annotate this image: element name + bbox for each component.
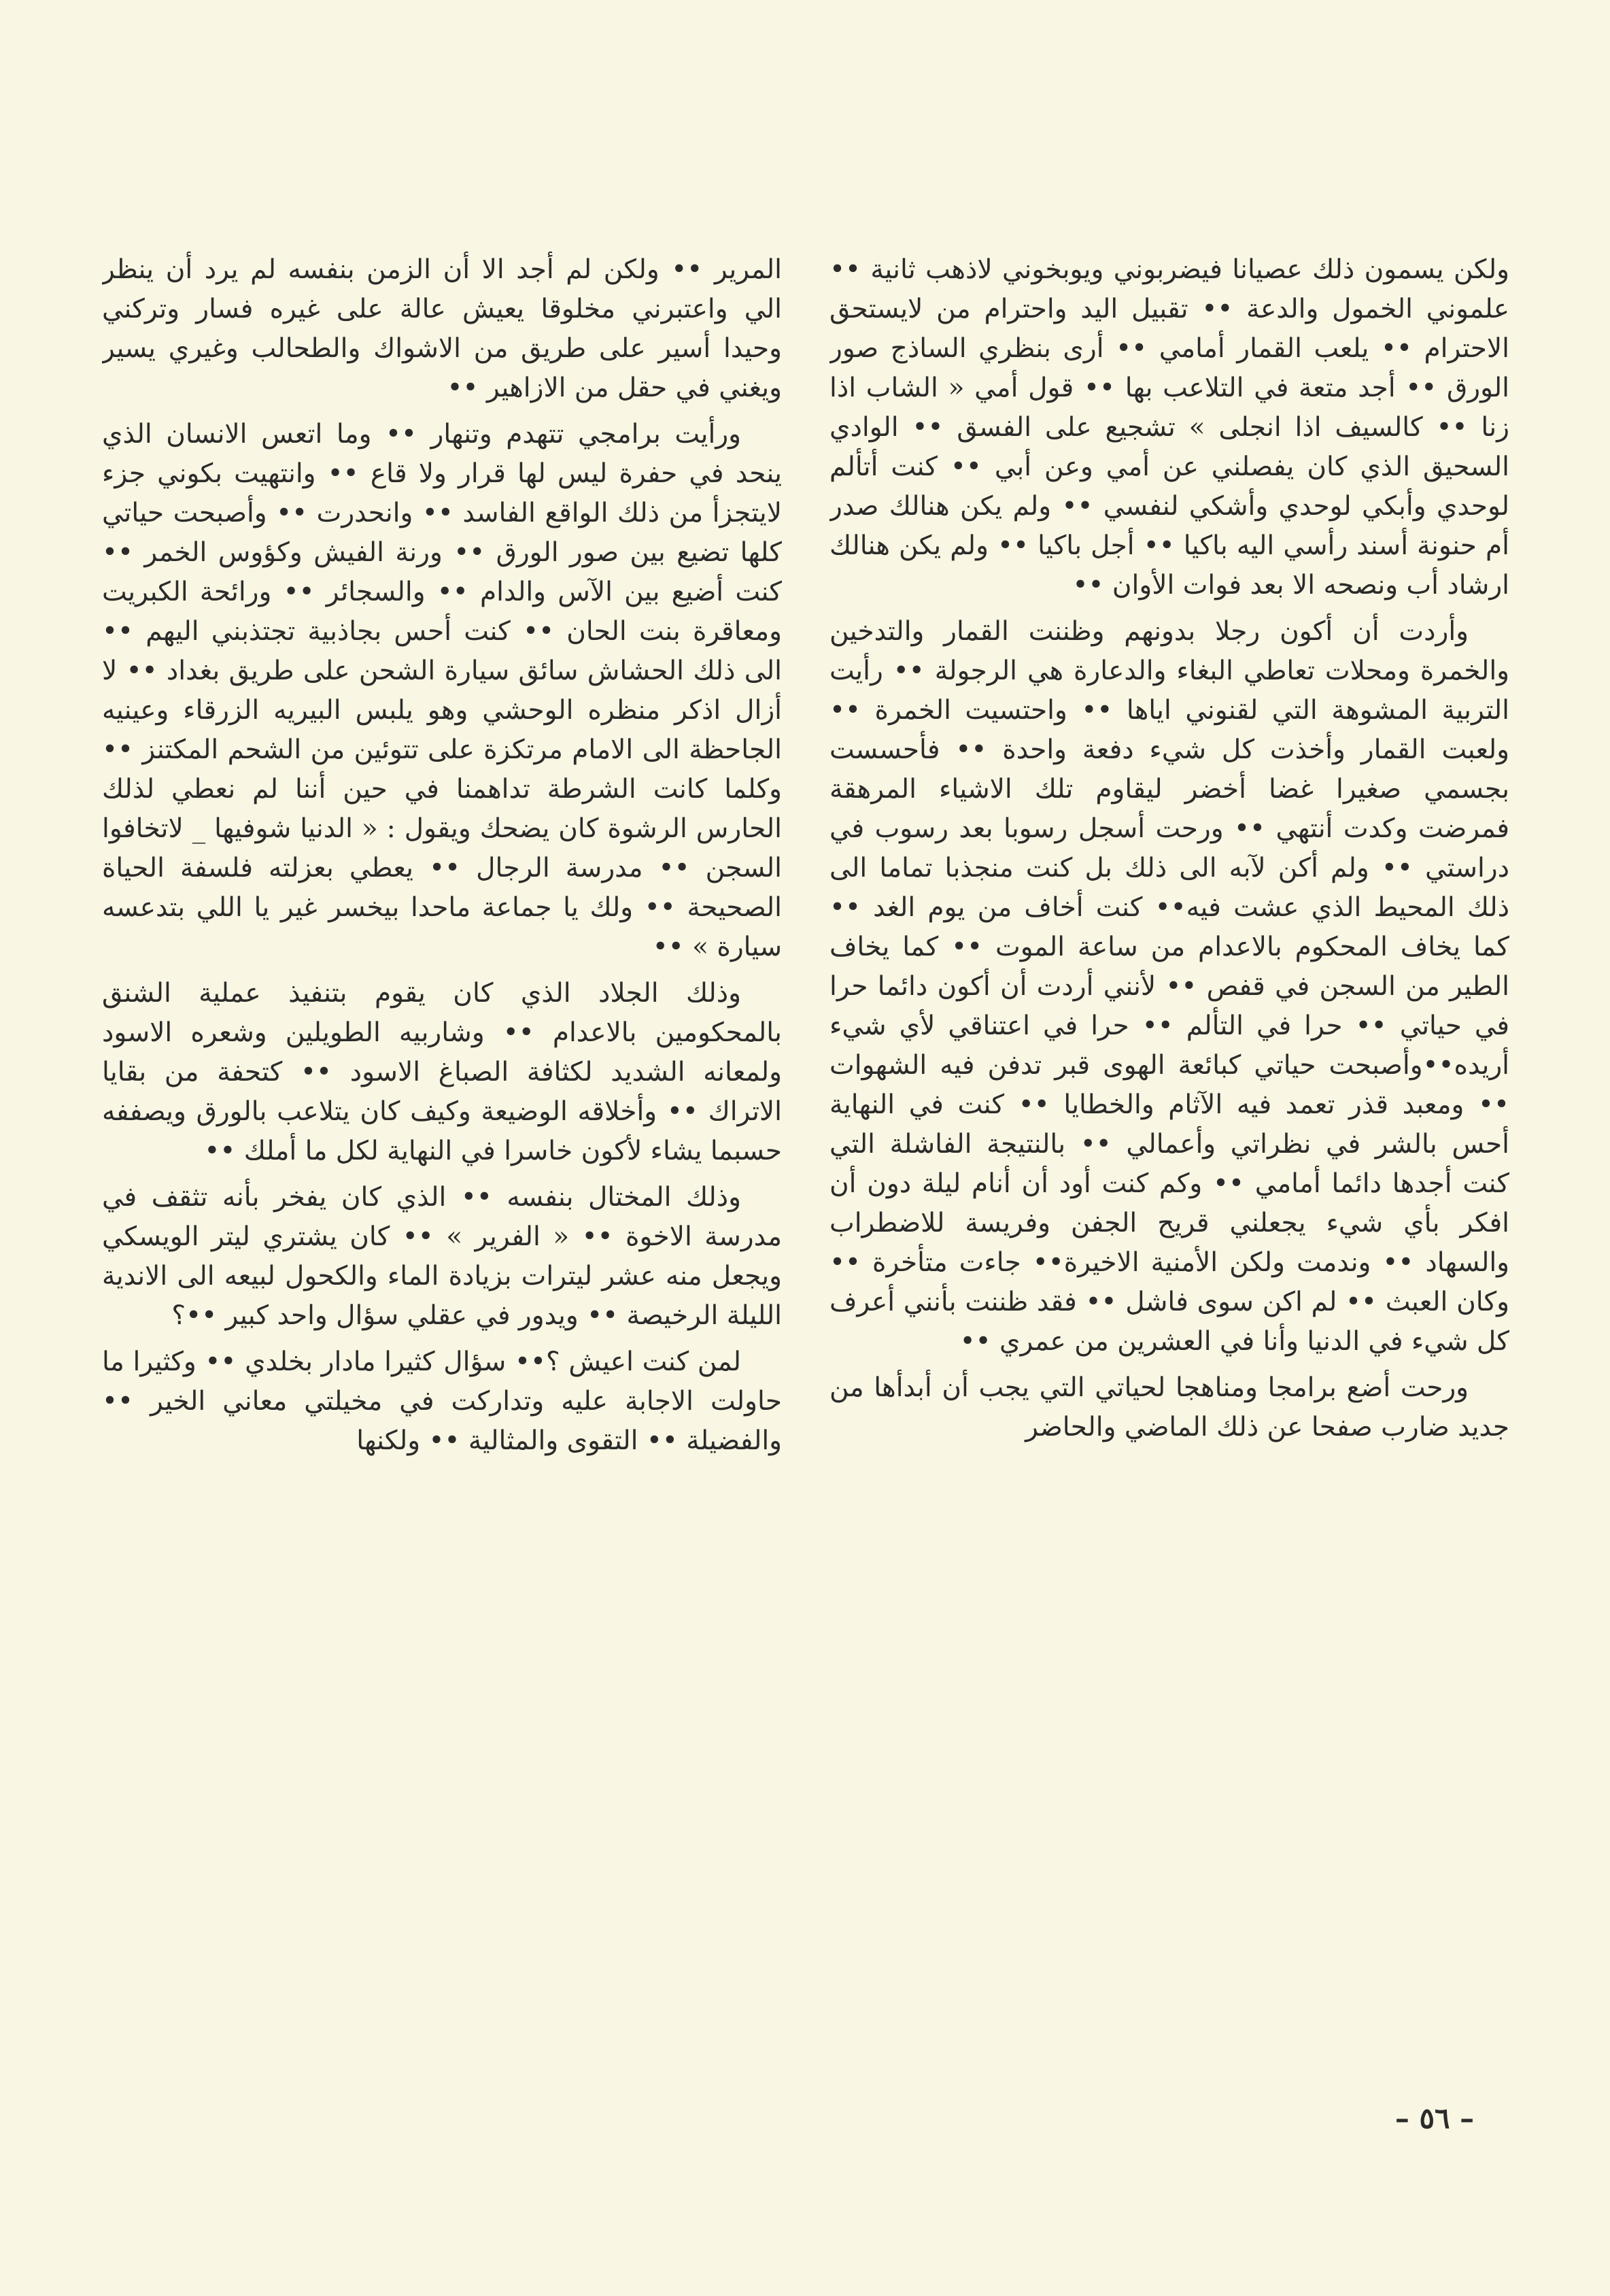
paragraph: ورأيت برامجي تتهدم وتنهار •• وما اتعس الانسان الذي ينحد في حفرة ليس لها قرار ولا قاع •• وانتهيت بكوني جزء لايتجزأ من ذلك الواقع الفاسد •• وانحدرت •• وأصبحت حياتي كلها تضيع بين صور الورق •• ورنة الفيش وكؤوس الخمر •• كنت أضيع بين الآس والدام •• والسجائر •• ورائحة الكبريت ومعاقرة بنت الحان •• كنت أحس بجاذبية تجتذبني اليهم •• الى ذلك الحشاش سائق سيارة الشحن على طريق بغداد •• لا أزال اذكر منظره الوحشي وهو يلبس البيريه الزرقاء وعينيه الجاحظة الى الامام مرتكزة على تتوئين من الشحم المكتنز •• وكلما كانت الشرطة تداهمنا في حين أننا لم نعطي لذلك الحارس الرشوة كان يضحك ويقول : « الدنيا شوفيها _ لاتخافوا السجن •• مدرسة الرجال •• يعطي بعزلته فلسفة الحياة الصحيحة •• ولك يا جماعة ماحدا بيخسر غير يا اللي بتدعسه سيارة » •• (102, 419, 782, 962)
paragraph: وأردت أن أكون رجلا بدونهم وظننت القمار والتدخين والخمرة ومحلات تعاطي البغاء والدعارة هي الرجولة •• رأيت التربية المشوهة التي لقنوني اياها •• واحتسيت الخمرة •• ولعبت القمار وأخذت كل شيء دفعة واحدة •• فأحسست بجسمي صغيرا غضا أخضر ليقاوم تلك الاشياء المرهقة فمرضت وكدت أنتهي •• ورحت أسجل رسوبا بعد رسوب في دراستي •• ولم أكن لآبه الى ذلك بل كنت منجذبا تماما الى ذلك المحيط الذي عشت فيه•• كنت أخاف من يوم الغد •• كما يخاف المحكوم بالاعدام من ساعة الموت •• كما يخاف الطير من السجن في قفص •• لأنني أردت أن أكون دائما حرا في حياتي •• حرا في التألم •• حرا في اعتناقي لأي شيء أريده••وأصبحت حياتي كبائعة الهوى قبر تدفن فيه الشهوات •• ومعبد قذر تعمد فيه الآثام والخطايا •• كنت في النهاية أحس بالشر في نظراتي وأعمالي •• بالنتيجة الفاشلة التي كنت أجدها دائما أمامي •• وكم كنت أود أن أنام ليلة دون أن افكر بأي شيء يجعلني قريح الجفن وفريسة للاضطراب والسهاد •• وندمت ولكن الأمنية الاخيرة•• جاءت متأخرة •• وكان العبث •• لم اكن سوى فاشل •• فقد ظننت بأنني أعرف كل شيء في الدنيا وأنا في العشرين من عمري •• (829, 616, 1509, 1357)
right-text-column (829, 250, 1509, 2073)
paragraph: لمن كنت اعيش ؟•• سؤال كثيرا مادار بخلدي •• وكثيرا ما حاولت الاجابة عليه وتداركت في مخيلتي معاني الخير •• والفضيلة •• التقوى والمثالية •• ولكنها (102, 1347, 782, 1456)
page-number: – ٥٦ – (1394, 2101, 1475, 2135)
paragraph: المرير •• ولكن لم أجد الا أن الزمن بنفسه لم يرد أن ينظر الي واعتبرني مخلوقا يعيش عالة على غيره فسار وتركني وحيدا أسير على طريق من الاشواك والطحالب وغيري يسير ويغني في حقل من الازاهير •• (102, 254, 782, 403)
paragraph: ولكن يسمون ذلك عصيانا فيضربوني ويوبخوني لاذهب ثانية •• علموني الخمول والدعة •• تقبيل اليد واحترام من لايستحق الاحترام •• يلعب القمار أمامي •• أرى بنظري الساذج صور الورق •• أجد متعة في التلاعب بها •• قول أمي « الشاب اذا زنا •• كالسيف اذا انجلى » تشجيع على الفسق •• الوادي السحيق الذي كان يفصلني عن أمي وعن أبي •• كنت أتألم لوحدي وأبكي لوحدي وأشكي لنفسي •• ولم يكن هنالك صدر أم حنونة أسند رأسي اليه باكيا •• أجل باكيا •• ولم يكن هنالك ارشاد أب ونصحه الا بعد فوات الأوان •• (829, 254, 1509, 601)
left-text-column (102, 250, 782, 2073)
paragraph: وذلك الجلاد الذي كان يقوم بتنفيذ عملية الشنق بالمحكومين بالاعدام •• وشاربيه الطويلين وشعره الاسود ولمعانه الشديد لكثافة الصباغ الاسود •• كتحفة من بقايا الاتراك •• وأخلاقه الوضيعة وكيف كان يتلاعب بالورق ويصففه حسبما يشاء لأكون خاسرا في النهاية لكل ما أملك •• (102, 978, 782, 1166)
paragraph: ورحت أضع برامجا ومناهجا لحياتي التي يجب أن أبدأها من جديد ضارب صفحا عن ذلك الماضي والحاضر (829, 1372, 1509, 1442)
paragraph: وذلك المختال بنفسه •• الذي كان يفخر بأنه تثقف في مدرسة الاخوة •• « الفرير » •• كان يشتري ليتر الويسكي ويجعل منه عشر ليترات بزيادة الماء والكحول لبيعه الى الاندية الليلة الرخيصة •• ويدور في عقلي سؤال واحد كبير ••؟ (102, 1182, 782, 1331)
